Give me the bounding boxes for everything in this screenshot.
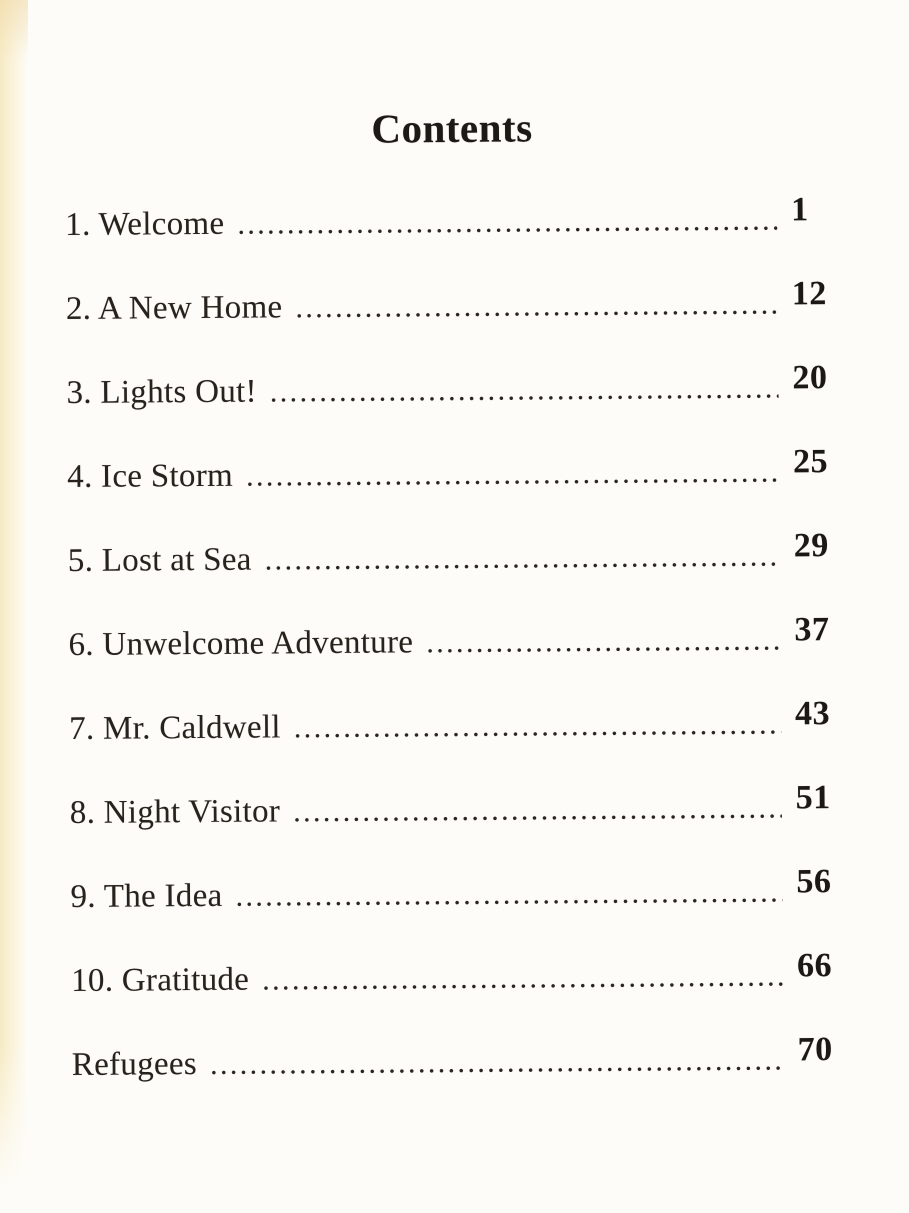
toc-dot-leader [294, 707, 782, 744]
toc-list [0, 191, 909, 1084]
toc-entry [68, 611, 854, 664]
toc-entry-label: 5. Lost at Sea [67, 541, 252, 580]
contents-title: Contents [371, 104, 533, 152]
toc-entry-page-number: 20 [792, 359, 828, 397]
toc-dot-leader [270, 371, 779, 408]
toc-dot-leader [293, 791, 782, 828]
toc-entry [65, 191, 851, 244]
toc-dot-leader [246, 455, 779, 492]
toc-entry [69, 779, 856, 832]
toc-entry [70, 863, 856, 916]
toc-entry-label: 1. Welcome [65, 205, 225, 244]
toc-entry [71, 1031, 858, 1084]
toc-entry-label: 9. The Idea [70, 877, 223, 916]
toc-dot-leader [265, 539, 780, 576]
toc-entry-label: 4. Ice Storm [67, 457, 234, 496]
toc-entry-label: 7. Mr. Caldwell [69, 709, 281, 748]
toc-entry-page-number: 70 [797, 1031, 833, 1069]
toc-dot-leader [237, 203, 777, 240]
toc-entry [67, 527, 854, 580]
toc-entry-page-number: 12 [791, 275, 827, 313]
toc-entry-page-number: 29 [793, 527, 829, 565]
toc-entry-page-number: 1 [790, 191, 809, 229]
toc-dot-leader [295, 287, 778, 324]
toc-entry-page-number: 51 [795, 779, 831, 817]
toc-entry-page-number: 37 [794, 611, 830, 649]
toc-entry [67, 443, 853, 496]
toc-entry-label: 10. Gratitude [71, 961, 250, 1000]
toc-dot-leader [262, 959, 783, 996]
toc-entry-label: 8. Night Visitor [69, 793, 281, 832]
toc-dot-leader [235, 875, 782, 912]
toc-entry-page-number: 56 [796, 863, 832, 901]
toc-entry [65, 275, 852, 328]
toc-entry [71, 947, 857, 1000]
toc-entry-label: 3. Lights Out! [66, 373, 257, 412]
toc-entry-page-number: 25 [792, 443, 829, 481]
toc-entry-label: Refugees [71, 1046, 198, 1084]
toc-entry [69, 695, 855, 748]
toc-entry [66, 359, 852, 412]
toc-entry-label: 6. Unwelcome Adventure [68, 624, 414, 664]
toc-dot-leader [210, 1043, 784, 1081]
toc-entry-label: 2. A New Home [65, 289, 283, 328]
toc-dot-leader [426, 623, 780, 659]
toc-entry-page-number: 43 [794, 695, 831, 733]
toc-entry-page-number: 66 [796, 947, 833, 985]
